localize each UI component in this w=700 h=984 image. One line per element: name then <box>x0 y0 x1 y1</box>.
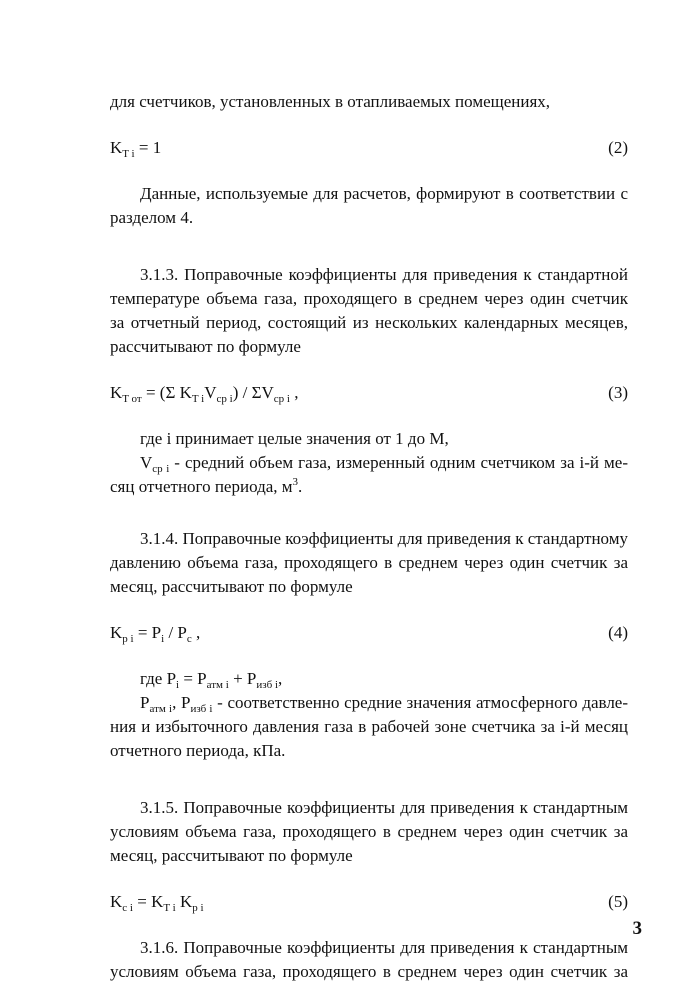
formula-4 <box>110 621 628 645</box>
formula-5-number: (5) <box>608 892 628 911</box>
where-4-pressure-def: $P_{атм i}$, $P_{изб i}$ - соответственно средние значения атмосферного давле- <box>140 693 629 715</box>
where-3-range: где i принимает целые значения от 1 до М, <box>140 429 449 448</box>
formula-5 <box>110 890 628 914</box>
page-body <box>110 90 628 984</box>
formula-4-number: (4) <box>608 623 628 642</box>
formula-2-expression: $K_{T i} = 1$ <box>110 138 162 160</box>
section-3-1-3: 3.1.3. Поправочные коэффициенты для приведения к стандартной температуре объема газа, проходящего в среднем через один счетчик за отчетный период, состоящий из нескольких календарных месяцев, рассчитывают по формуле <box>110 265 628 356</box>
formula-3-number: (3) <box>608 383 628 402</box>
section-3-1-4: 3.1.4. Поправочные коэффициенты для приведения к стандартному давлению объема газа, проходящего в среднем через один счетчик за месяц, рассчитывают по формуле <box>110 529 628 596</box>
intro-line: для счетчиков, установленных в отапливаемых помещениях, <box>110 92 551 111</box>
formula-4-expression: $K_{p i} = P_i / P_с$ , <box>110 623 201 645</box>
formula-5-expression: $K_{с i} = K_{T i}$ $K_{p i}$ <box>110 892 204 914</box>
where-4-pressure-def-line3: отчетного периода, кПа. <box>110 741 286 760</box>
formula-2-number: (2) <box>608 138 628 157</box>
where-4-pressure-sum: где $P_i = P_{атм i} + P_{изб i}$, <box>140 669 283 691</box>
formula-3-expression: $K_{T от} = (\Sigma$ $K_{T i}V_{ср i}) / \Sigma V_{ср i}$ , <box>110 383 299 405</box>
section-3-1-6: 3.1.6. Поправочные коэффициенты для приведения к стандартным условиям объема газа, проходящего в среднем через один счетчик за <box>110 938 628 981</box>
where-4-pressure-def-line2: ния и избыточного давления газа в рабочей зоне счетчика за i-й месяц <box>110 717 628 736</box>
formula-2 <box>110 136 628 160</box>
data-paragraph: Данные, используемые для расчетов, формируют в соответствии с разделом 4. <box>110 184 628 227</box>
formula-3 <box>110 381 628 405</box>
page-number: 3 <box>632 918 642 939</box>
where-3-volume-def-cont: сяц отчетного периода, $м^3$. <box>110 476 303 496</box>
section-3-1-5: 3.1.5. Поправочные коэффициенты для приведения к стандартным условиям объема газа, проходящего в среднем через один счетчик за месяц, рассчитывают по формуле <box>110 798 628 865</box>
where-3-volume-def: $V_{ср i}$ - средний объем газа, измеренный одним счетчиком за i-й ме- <box>140 453 628 475</box>
